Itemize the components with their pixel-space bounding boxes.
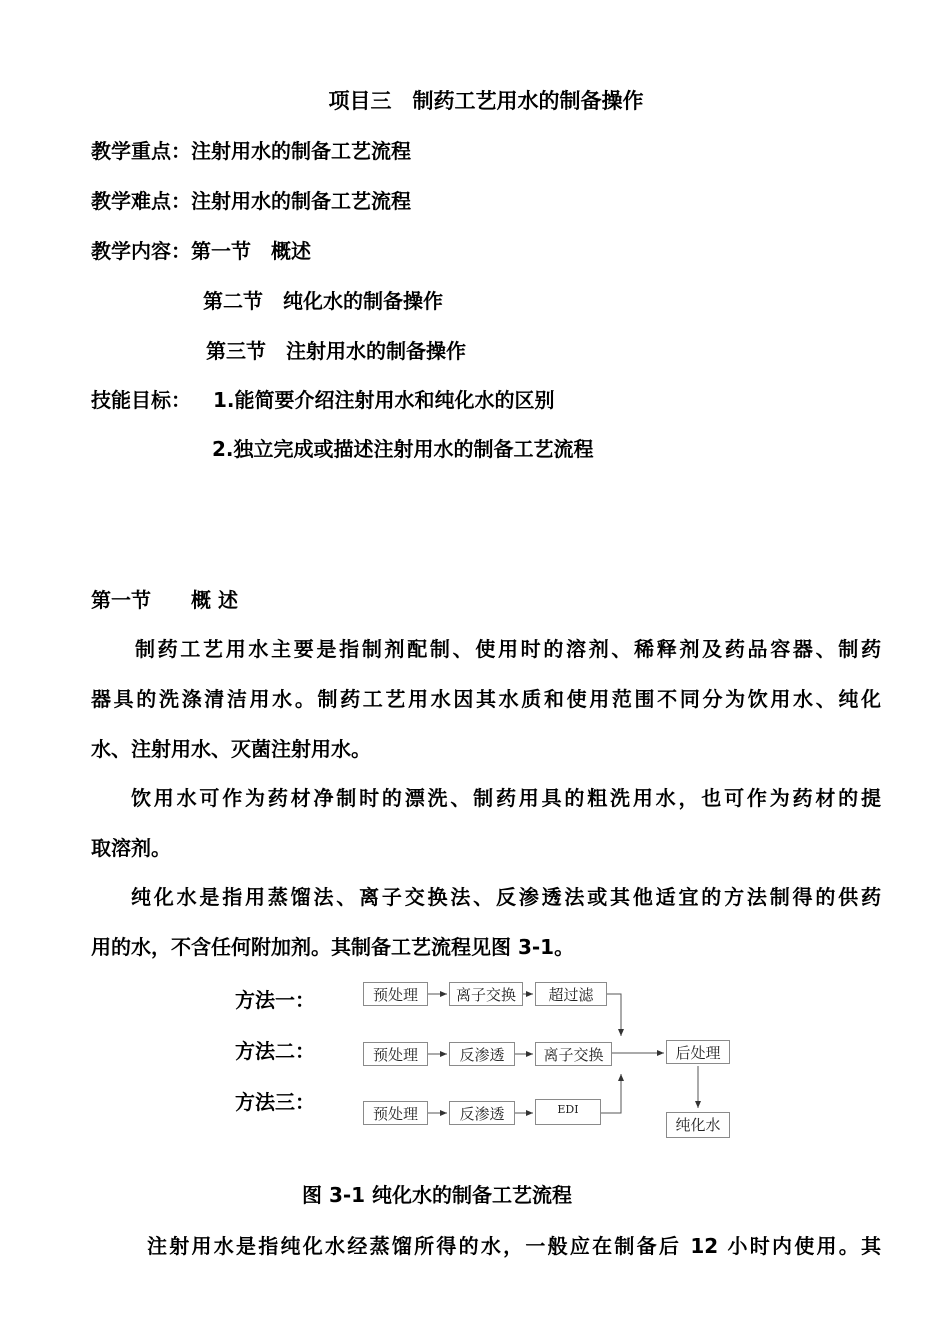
- focus-value: 注射用水的制备工艺流程: [191, 139, 411, 163]
- paragraph-line: 水、注射用水、灭菌注射用水。: [91, 737, 371, 761]
- content-item-2: 第二节 纯化水的制备操作: [203, 289, 443, 313]
- connector: [607, 994, 621, 1036]
- content-label: 教学内容：: [91, 239, 191, 263]
- paragraph-line: 制药工艺用水主要是指制剂配制、使用时的溶剂、稀释剂及药品容器、制药: [135, 637, 881, 661]
- skill-item-2: 2.独立完成或描述注射用水的制备工艺流程: [212, 437, 594, 461]
- step-pretreatment: 预处理: [363, 1042, 428, 1066]
- method-label-1: 方法一：: [235, 988, 315, 1012]
- step-post-process: 后处理: [666, 1040, 730, 1064]
- paragraph-line: 纯化水是指用蒸馏法、离子交换法、反渗透法或其他适宜的方法制得的供药: [131, 885, 881, 909]
- connector: [601, 1074, 621, 1113]
- step-edi: EDI: [535, 1099, 601, 1125]
- difficulty-label: 教学难点：: [91, 189, 191, 213]
- step-reverse-osmosis: 反渗透: [449, 1101, 515, 1125]
- paragraph-line: 用的水，不含任何附加剂。其制备工艺流程见图 3-1。: [91, 935, 575, 959]
- step-ion-exchange: 离子交换: [535, 1042, 612, 1066]
- content-item-3: 第三节 注射用水的制备操作: [206, 339, 466, 363]
- paragraph-4: [91, 1234, 881, 1284]
- paragraph-line: 取溶剂。: [91, 836, 171, 860]
- figure-caption: 图 3-1 纯化水的制备工艺流程: [302, 1183, 573, 1207]
- paragraph-line: 饮用水可作为药材净制时的漂洗、制药用具的粗洗用水，也可作为药材的提: [131, 786, 881, 810]
- step-pretreatment: 预处理: [363, 1101, 428, 1125]
- step-pretreatment: 预处理: [363, 982, 428, 1006]
- step-reverse-osmosis: 反渗透: [449, 1042, 515, 1066]
- focus-label: 教学重点：: [91, 139, 191, 163]
- method-label-3: 方法三：: [235, 1090, 315, 1114]
- difficulty-value: 注射用水的制备工艺流程: [191, 189, 411, 213]
- method-label-2: 方法二：: [235, 1039, 315, 1063]
- step-ion-exchange: 离子交换: [449, 982, 523, 1006]
- paragraph-line: 器具的洗涤清洁用水。制药工艺用水因其水质和使用范围不同分为饮用水、纯化: [91, 687, 881, 711]
- paragraph-line: 注射用水是指纯化水经蒸馏所得的水，一般应在制备后 12 小时内使用。其: [147, 1234, 881, 1258]
- skill-item-1: 1.能简要介绍注射用水和纯化水的区别: [213, 388, 555, 412]
- step-purified-water: 纯化水: [666, 1112, 730, 1138]
- skills-label: 技能目标：: [91, 388, 191, 412]
- page-title: 项目三 制药工艺用水的制备操作: [328, 89, 644, 113]
- step-ultrafiltration: 超过滤: [535, 982, 607, 1006]
- section-heading: 第一节 概 述: [91, 588, 238, 612]
- content-item-1: 第一节 概述: [191, 239, 311, 263]
